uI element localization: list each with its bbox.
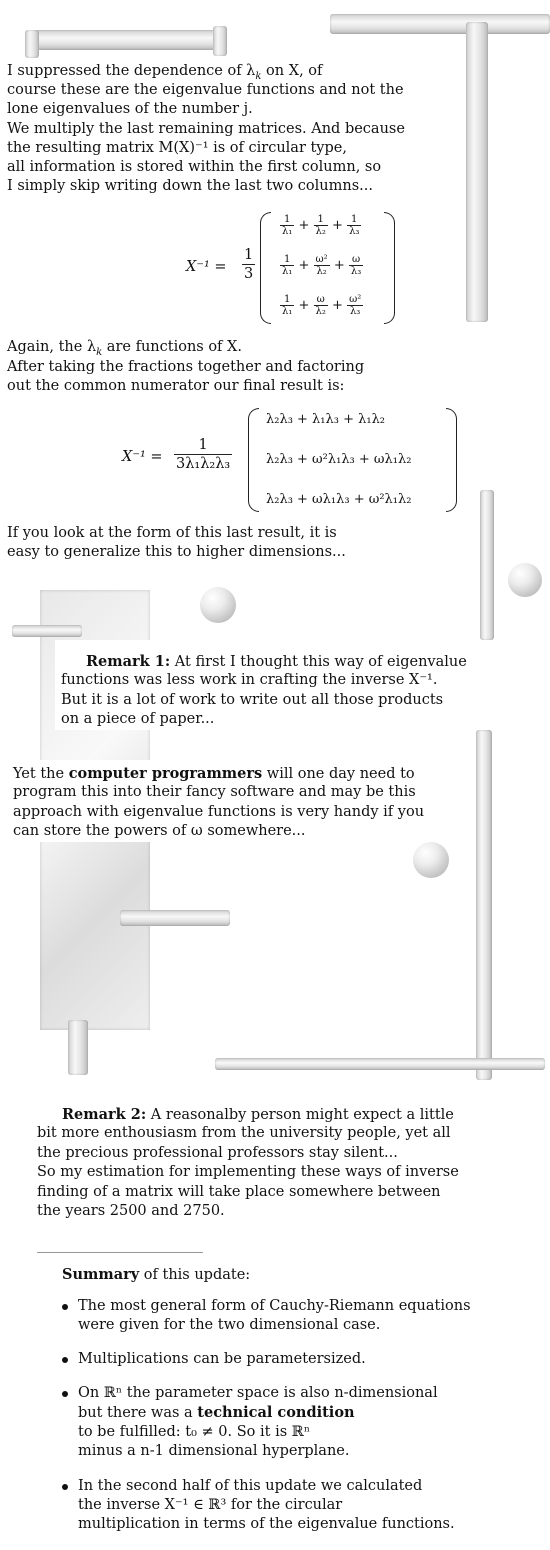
decorative-bar [68, 1020, 88, 1075]
decorative-sphere [200, 587, 236, 623]
equation-lhs: X⁻¹ = [186, 259, 227, 275]
general-line: If you look at the form of this last result, it is [7, 525, 337, 541]
decorative-bar [330, 14, 550, 34]
matrix-row: λ₂λ₃ + λ₁λ₃ + λ₁λ₂ [266, 412, 386, 427]
remark1-line: functions was less work in crafting the inverse X⁻¹. [61, 672, 438, 688]
programmers-line: can store the powers of ω somewhere... [13, 823, 306, 839]
matrix-row: $\frac{1}{\text{λ₁}}$ + $\frac{\text{ω²}}{\text{λ₂}}$ + $\frac{\omega}{\text{λ₃}}$ [282, 254, 362, 277]
decorative-bar [12, 625, 82, 637]
matrix-row: λ₂λ₃ + ωλ₁λ₃ + ω²λ₁λ₂ [266, 492, 412, 507]
intro-line: lone eigenvalues of the number j. [7, 101, 253, 117]
bullet-icon [62, 1484, 68, 1490]
programmers-line: approach with eigenvalue functions is very handy if you [13, 804, 425, 820]
equation-inverse-eigen [186, 208, 406, 326]
remark2-line: So my estimation for implementing these ways of inverse [37, 1164, 459, 1180]
decorative-bar [480, 490, 494, 640]
intro-line: the resulting matrix M(X)⁻¹ is of circular type, [7, 140, 347, 156]
programmers-line: Yet the computer programmers will one day need to [13, 765, 415, 782]
remark2-line: the precious professional professors stay silent... [37, 1145, 398, 1161]
intro-line: I suppressed the dependence of $\lambda_k$ on X, of [7, 63, 323, 82]
summary-item: Multiplications can be parametersized. [62, 1350, 366, 1369]
remark2-line: Remark 2: A reasonalby person might expect a little [62, 1106, 454, 1123]
remark1-line: on a piece of paper... [61, 711, 215, 727]
decorative-bar [25, 30, 225, 50]
bullet-icon [62, 1304, 68, 1310]
scalar-fraction: $\frac{1}{\text{3λ₁λ₂λ₃}}$ [176, 437, 231, 472]
summary-item: On ℝⁿ the parameter space is also n-dimensional but there was a technical condition to be fulfilled: t₀ ≠ 0. So it is ℝⁿ minus a n-1 dimensional hyperplane. [62, 1384, 438, 1461]
mid-line: Again, the $\lambda_k$ are functions of X. [7, 339, 242, 358]
decorative-bar [476, 730, 492, 1080]
decorative-bar [25, 30, 39, 58]
decorative-sphere [508, 563, 542, 597]
right-paren [446, 408, 457, 512]
summary-item: In the second half of this update we calculated the inverse X⁻¹ ∈ ℝ³ for the circular multiplication in terms of the eigenvalue functions. [62, 1477, 455, 1534]
remark1-line: Remark 1: At first I thought this way of eigenvalue [86, 653, 467, 670]
matrix-row: $\frac{1}{\text{λ₁}}$ + $\frac{1}{\text{λ₂}}$ + $\frac{1}{\text{λ₃}}$ [282, 214, 360, 237]
mid-line: out the common numerator our final result is: [7, 378, 345, 394]
remark2-line: the years 2500 and 2750. [37, 1203, 225, 1219]
divider [37, 1252, 203, 1253]
mid-line: After taking the fractions together and factoring [7, 359, 365, 375]
intro-line: We multiply the last remaining matrices. And because [7, 121, 405, 137]
decorative-bar [466, 22, 488, 322]
left-paren [260, 212, 271, 324]
remark2-line: finding of a matrix will take place somewhere between [37, 1184, 441, 1200]
general-line: easy to generalize this to higher dimensions... [7, 544, 346, 560]
decorative-sphere [413, 842, 449, 878]
decorative-bar [213, 26, 227, 56]
remark2-line: bit more enthousiasm from the university people, yet all [37, 1125, 451, 1141]
decorative-bar [215, 1058, 545, 1070]
intro-line: course these are the eigenvalue functions and not the [7, 82, 404, 98]
bullet-icon [62, 1357, 68, 1363]
decorative-bar [120, 910, 230, 926]
left-paren [248, 408, 259, 512]
scalar-fraction: $\frac{1}{3}$ [244, 247, 254, 282]
equation-lhs: X⁻¹ = [122, 449, 163, 465]
remark1-line: But it is a lot of work to write out all those products [61, 692, 444, 708]
right-paren [384, 212, 395, 324]
summary-item: The most general form of Cauchy-Riemann equations were given for the two dimensional case. [62, 1297, 471, 1335]
matrix-row: λ₂λ₃ + ω²λ₁λ₃ + ωλ₁λ₂ [266, 452, 412, 467]
intro-line: all information is stored within the first column, so [7, 159, 382, 175]
intro-line: I simply skip writing down the last two columns... [7, 178, 373, 194]
summary-heading: Summary of this update: [62, 1266, 251, 1283]
matrix-row: $\frac{1}{\text{λ₁}}$ + $\frac{\omega}{\text{λ₂}}$ + $\frac{\text{ω²}}{\text{λ₃}}$ [282, 294, 362, 317]
equation-inverse-final [122, 404, 462, 514]
bullet-icon [62, 1391, 68, 1397]
programmers-line: program this into their fancy software and may be this [13, 784, 416, 800]
